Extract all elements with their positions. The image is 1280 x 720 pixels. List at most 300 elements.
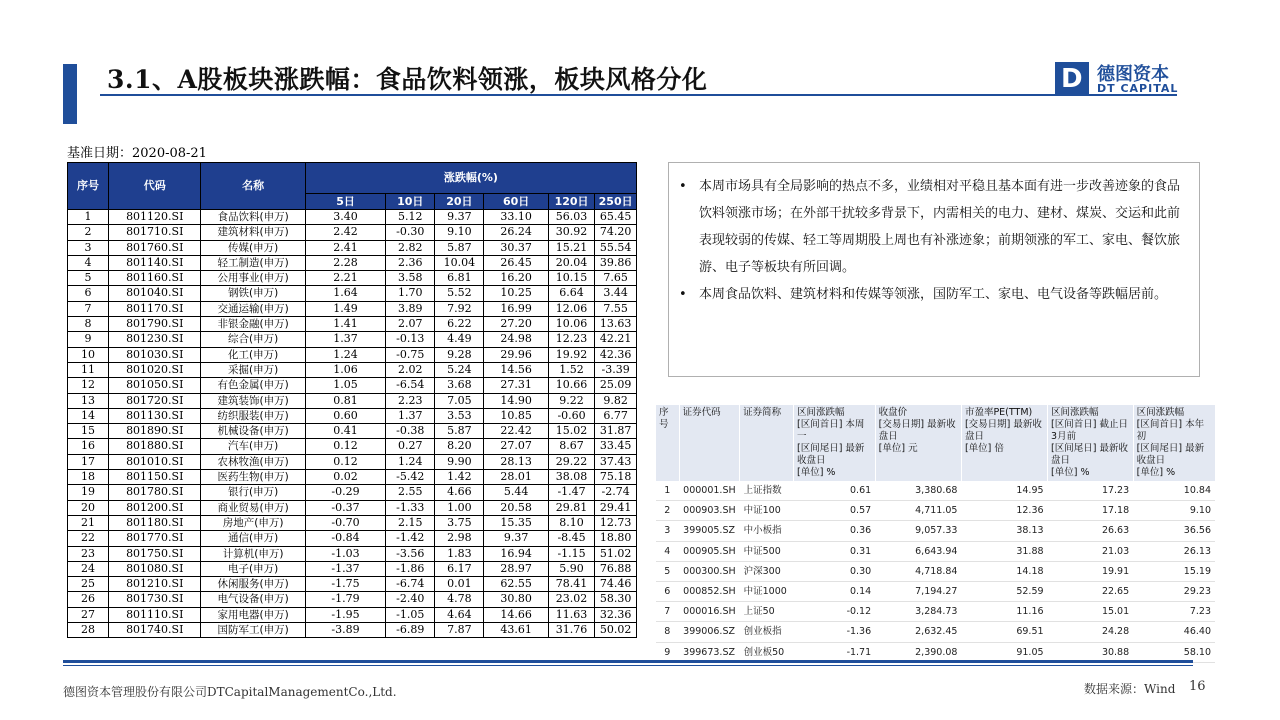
cell-name: 家用电器(申万)	[201, 607, 305, 622]
cell-seq: 16	[68, 439, 109, 454]
cell-10d: -5.42	[386, 470, 435, 485]
cell-seq: 20	[68, 500, 109, 515]
cell-60d: 15.35	[484, 515, 548, 530]
cell-name: 银行(申万)	[201, 485, 305, 500]
cell-250d: 18.80	[595, 531, 637, 546]
cell-pe: 38.13	[961, 521, 1047, 541]
index-header-code: 证券代码	[679, 405, 739, 481]
cell-60d: 29.96	[484, 347, 548, 362]
commentary-text: 本周食品饮料、建筑材料和传媒等领涨，国防军工、家电、电气设备等跌幅居前。	[699, 287, 1168, 302]
table-row	[68, 255, 637, 270]
cell-250d: 65.45	[595, 210, 637, 225]
table-row	[68, 561, 637, 576]
cell-code: 000905.SH	[679, 541, 739, 561]
logo-mark-letter: D	[1061, 64, 1083, 94]
cell-ytd-change: 7.23	[1133, 602, 1215, 622]
cell-250d: 37.43	[595, 454, 637, 469]
cell-20d: 4.66	[435, 485, 484, 500]
header-120d: 120日	[548, 194, 594, 210]
cell-60d: 5.44	[484, 485, 548, 500]
cell-pe: 52.59	[961, 582, 1047, 602]
table-row	[656, 561, 1216, 581]
table-row	[68, 393, 637, 408]
table-row	[68, 301, 637, 316]
table-row	[68, 607, 637, 622]
cell-10d: 5.12	[386, 210, 435, 225]
cell-code: 801760.SI	[109, 240, 201, 255]
cell-120d: 5.90	[548, 561, 594, 576]
title-underline	[100, 94, 1177, 96]
cell-name: 电子(申万)	[201, 561, 305, 576]
cell-close: 4,711.05	[875, 501, 961, 521]
footer-rule-thin	[63, 665, 1193, 666]
cell-5d: 2.21	[305, 271, 385, 286]
cell-120d: -1.47	[548, 485, 594, 500]
cell-60d: 26.45	[484, 255, 548, 270]
cell-code: 801740.SI	[109, 623, 201, 638]
title-accent-bar	[63, 64, 77, 124]
cell-250d: 13.63	[595, 317, 637, 332]
cell-seq: 25	[68, 577, 109, 592]
cell-week-change: -1.71	[793, 642, 875, 662]
cell-name: 采掘(申万)	[201, 362, 305, 377]
index-header-3m-change: 区间涨跌幅 [区间首日] 截止日3月前 [区间尾日] 最新收盘日 [单位] %	[1048, 405, 1134, 481]
cell-code: 801120.SI	[109, 210, 201, 225]
cell-60d: 28.13	[484, 454, 548, 469]
cell-ytd-change: 15.19	[1133, 561, 1215, 581]
cell-5d: -1.95	[305, 607, 385, 622]
cell-120d: 8.10	[548, 515, 594, 530]
cell-code: 801140.SI	[109, 255, 201, 270]
cell-20d: 9.90	[435, 454, 484, 469]
cell-60d: 16.94	[484, 546, 548, 561]
cell-code: 801710.SI	[109, 225, 201, 240]
cell-pe: 31.88	[961, 541, 1047, 561]
cell-20d: 6.22	[435, 317, 484, 332]
cell-seq: 1	[68, 210, 109, 225]
cell-code: 801200.SI	[109, 500, 201, 515]
cell-code: 801050.SI	[109, 378, 201, 393]
base-date-label: 基准日期：2020-08-21	[67, 146, 207, 161]
cell-seq: 5	[656, 561, 680, 581]
cell-10d: -1.33	[386, 500, 435, 515]
cell-code: 000001.SH	[679, 481, 739, 501]
cell-120d: 38.08	[548, 470, 594, 485]
cell-120d: 78.41	[548, 577, 594, 592]
cell-60d: 14.56	[484, 362, 548, 377]
cell-120d: 19.92	[548, 347, 594, 362]
cell-120d: 11.63	[548, 607, 594, 622]
cell-seq: 8	[68, 317, 109, 332]
cell-code: 801730.SI	[109, 592, 201, 607]
cell-60d: 62.55	[484, 577, 548, 592]
cell-20d: 9.37	[435, 210, 484, 225]
table-row	[68, 515, 637, 530]
cell-10d: 3.58	[386, 271, 435, 286]
cell-pe: 14.95	[961, 481, 1047, 501]
cell-ytd-change: 26.13	[1133, 541, 1215, 561]
cell-120d: 10.66	[548, 378, 594, 393]
cell-20d: 4.49	[435, 332, 484, 347]
cell-10d: -1.86	[386, 561, 435, 576]
cell-5d: -1.79	[305, 592, 385, 607]
cell-3m-change: 24.28	[1048, 622, 1134, 642]
cell-3m-change: 30.88	[1048, 642, 1134, 662]
table-row	[68, 592, 637, 607]
cell-20d: 7.05	[435, 393, 484, 408]
cell-60d: 16.99	[484, 301, 548, 316]
bullet-icon: •	[679, 287, 687, 302]
cell-seq: 19	[68, 485, 109, 500]
cell-code: 000300.SH	[679, 561, 739, 581]
cell-5d: 2.28	[305, 255, 385, 270]
cell-5d: 0.12	[305, 439, 385, 454]
cell-5d: 2.41	[305, 240, 385, 255]
cell-seq: 22	[68, 531, 109, 546]
table-row	[68, 408, 637, 423]
cell-seq: 18	[68, 470, 109, 485]
cell-60d: 43.61	[484, 623, 548, 638]
cell-name: 轻工制造(申万)	[201, 255, 305, 270]
commentary-item	[679, 281, 1181, 308]
cell-pe: 11.16	[961, 602, 1047, 622]
cell-250d: 29.41	[595, 500, 637, 515]
cell-code: 801080.SI	[109, 561, 201, 576]
cell-60d: 24.98	[484, 332, 548, 347]
table-row	[656, 521, 1216, 541]
cell-code: 801750.SI	[109, 546, 201, 561]
cell-seq: 1	[656, 481, 680, 501]
cell-name: 中小板指	[740, 521, 794, 541]
cell-seq: 3	[68, 240, 109, 255]
cell-120d: 30.92	[548, 225, 594, 240]
cell-code: 801010.SI	[109, 454, 201, 469]
index-header-seq: 序号	[656, 405, 680, 481]
cell-name: 电气设备(申万)	[201, 592, 305, 607]
table-row	[68, 225, 637, 240]
cell-code: 399006.SZ	[679, 622, 739, 642]
cell-20d: 5.52	[435, 286, 484, 301]
cell-name: 纺织服装(申万)	[201, 408, 305, 423]
cell-250d: 9.82	[595, 393, 637, 408]
cell-name: 商业贸易(申万)	[201, 500, 305, 515]
cell-week-change: 0.36	[793, 521, 875, 541]
cell-250d: 74.20	[595, 225, 637, 240]
cell-60d: 26.24	[484, 225, 548, 240]
cell-20d: 9.10	[435, 225, 484, 240]
cell-5d: 1.41	[305, 317, 385, 332]
cell-60d: 28.97	[484, 561, 548, 576]
cell-10d: 2.02	[386, 362, 435, 377]
cell-120d: 12.06	[548, 301, 594, 316]
cell-5d: 0.41	[305, 424, 385, 439]
cell-seq: 7	[656, 602, 680, 622]
cell-seq: 5	[68, 271, 109, 286]
cell-250d: 7.65	[595, 271, 637, 286]
cell-5d: -1.37	[305, 561, 385, 576]
table-row	[68, 378, 637, 393]
cell-week-change: 0.57	[793, 501, 875, 521]
cell-seq: 24	[68, 561, 109, 576]
cell-20d: 4.64	[435, 607, 484, 622]
cell-20d: 7.92	[435, 301, 484, 316]
cell-name: 公用事业(申万)	[201, 271, 305, 286]
logo-english-name: DT CAPITAL	[1097, 82, 1179, 95]
cell-code: 801150.SI	[109, 470, 201, 485]
cell-250d: -3.39	[595, 362, 637, 377]
cell-code: 000016.SH	[679, 602, 739, 622]
page-number: 16	[1189, 679, 1206, 694]
cell-120d: 29.81	[548, 500, 594, 515]
table-row	[68, 210, 637, 225]
cell-ytd-change: 10.84	[1133, 481, 1215, 501]
cell-250d: 76.88	[595, 561, 637, 576]
cell-5d: -3.89	[305, 623, 385, 638]
cell-name: 中证100	[740, 501, 794, 521]
cell-close: 6,643.94	[875, 541, 961, 561]
cell-seq: 11	[68, 362, 109, 377]
cell-name: 机械设备(申万)	[201, 424, 305, 439]
cell-250d: 51.02	[595, 546, 637, 561]
cell-code: 801210.SI	[109, 577, 201, 592]
cell-5d: 0.81	[305, 393, 385, 408]
cell-name: 食品饮料(申万)	[201, 210, 305, 225]
cell-code: 801770.SI	[109, 531, 201, 546]
cell-5d: 2.42	[305, 225, 385, 240]
page-title: 3.1、A股板块涨跌幅：食品饮料领涨，板块风格分化	[107, 65, 708, 94]
table-row	[68, 362, 637, 377]
logo-mark-icon	[1055, 62, 1089, 96]
cell-week-change: -1.36	[793, 622, 875, 642]
cell-seq: 28	[68, 623, 109, 638]
cell-250d: 31.87	[595, 424, 637, 439]
sector-change-table	[67, 162, 637, 638]
cell-seq: 6	[68, 286, 109, 301]
footer-company: 德图资本管理股份有限公司DTCapitalManagementCo.,Ltd.	[63, 685, 397, 699]
cell-name: 建筑材料(申万)	[201, 225, 305, 240]
cell-name: 创业板指	[740, 622, 794, 642]
cell-250d: 75.18	[595, 470, 637, 485]
index-header-pe: 市盈率PE(TTM) [交易日期] 最新收盘日 [单位] 倍	[961, 405, 1047, 481]
cell-3m-change: 26.63	[1048, 521, 1134, 541]
cell-250d: 25.09	[595, 378, 637, 393]
cell-60d: 14.66	[484, 607, 548, 622]
cell-250d: 33.45	[595, 439, 637, 454]
commentary-box	[668, 162, 1200, 377]
cell-20d: 5.24	[435, 362, 484, 377]
table-row	[68, 424, 637, 439]
header-code: 代码	[109, 163, 201, 210]
index-header-name: 证券简称	[740, 405, 794, 481]
cell-250d: 6.77	[595, 408, 637, 423]
cell-10d: -0.30	[386, 225, 435, 240]
cell-10d: 1.70	[386, 286, 435, 301]
cell-3m-change: 15.01	[1048, 602, 1134, 622]
cell-seq: 21	[68, 515, 109, 530]
cell-name: 有色金属(申万)	[201, 378, 305, 393]
cell-5d: 1.06	[305, 362, 385, 377]
cell-20d: 6.17	[435, 561, 484, 576]
footer-rule-thick	[63, 660, 1193, 663]
table-row	[68, 439, 637, 454]
cell-120d: 1.52	[548, 362, 594, 377]
cell-20d: 2.98	[435, 531, 484, 546]
cell-20d: 1.00	[435, 500, 484, 515]
cell-week-change: 0.14	[793, 582, 875, 602]
cell-250d: 58.30	[595, 592, 637, 607]
cell-name: 传媒(申万)	[201, 240, 305, 255]
table-row	[656, 582, 1216, 602]
cell-10d: 2.55	[386, 485, 435, 500]
cell-60d: 10.85	[484, 408, 548, 423]
cell-20d: 3.68	[435, 378, 484, 393]
cell-name: 创业板50	[740, 642, 794, 662]
cell-week-change: -0.12	[793, 602, 875, 622]
index-header-close: 收盘价 [交易日期] 最新收盘日 [单位] 元	[875, 405, 961, 481]
cell-name: 上证指数	[740, 481, 794, 501]
cell-name: 休闲服务(申万)	[201, 577, 305, 592]
cell-20d: 10.04	[435, 255, 484, 270]
table-row	[656, 481, 1216, 501]
table-row	[68, 531, 637, 546]
cell-5d: -0.37	[305, 500, 385, 515]
cell-10d: 2.36	[386, 255, 435, 270]
cell-3m-change: 17.18	[1048, 501, 1134, 521]
table-row	[68, 546, 637, 561]
index-header-ytd-change: 区间涨跌幅 [区间首日] 本年初 [区间尾日] 最新收盘日 [单位] %	[1133, 405, 1215, 481]
cell-20d: 3.53	[435, 408, 484, 423]
logo-chinese-name: 德图资本	[1097, 64, 1169, 85]
table-row	[656, 602, 1216, 622]
header-change-group: 涨跌幅(%)	[305, 163, 636, 194]
cell-code: 801110.SI	[109, 607, 201, 622]
cell-code: 801130.SI	[109, 408, 201, 423]
cell-120d: 29.22	[548, 454, 594, 469]
cell-code: 801020.SI	[109, 362, 201, 377]
cell-250d: 7.55	[595, 301, 637, 316]
cell-120d: 15.02	[548, 424, 594, 439]
cell-5d: 3.40	[305, 210, 385, 225]
cell-name: 化工(申万)	[201, 347, 305, 362]
cell-name: 建筑装饰(申万)	[201, 393, 305, 408]
cell-10d: -0.75	[386, 347, 435, 362]
cell-250d: 3.44	[595, 286, 637, 301]
cell-close: 2,390.08	[875, 642, 961, 662]
table-row	[68, 485, 637, 500]
cell-5d: 0.12	[305, 454, 385, 469]
header-20d: 20日	[435, 194, 484, 210]
cell-10d: -0.13	[386, 332, 435, 347]
cell-seq: 15	[68, 424, 109, 439]
cell-10d: -6.89	[386, 623, 435, 638]
cell-60d: 10.25	[484, 286, 548, 301]
cell-5d: -1.75	[305, 577, 385, 592]
cell-name: 交通运输(申万)	[201, 301, 305, 316]
cell-60d: 27.07	[484, 439, 548, 454]
cell-name: 医药生物(申万)	[201, 470, 305, 485]
commentary-list	[669, 163, 1199, 308]
cell-name: 农林牧渔(申万)	[201, 454, 305, 469]
cell-seq: 2	[68, 225, 109, 240]
cell-60d: 14.90	[484, 393, 548, 408]
cell-20d: 7.87	[435, 623, 484, 638]
cell-120d: 15.21	[548, 240, 594, 255]
cell-pe: 12.36	[961, 501, 1047, 521]
cell-60d: 16.20	[484, 271, 548, 286]
table-row	[68, 332, 637, 347]
cell-code: 801160.SI	[109, 271, 201, 286]
cell-120d: 56.03	[548, 210, 594, 225]
cell-3m-change: 21.03	[1048, 541, 1134, 561]
cell-seq: 9	[68, 332, 109, 347]
cell-10d: -6.74	[386, 577, 435, 592]
cell-20d: 1.42	[435, 470, 484, 485]
table-row	[68, 286, 637, 301]
index-table-body	[656, 481, 1216, 662]
commentary-item	[679, 173, 1181, 281]
cell-10d: 2.15	[386, 515, 435, 530]
footer-source: 数据来源：Wind	[1084, 682, 1176, 696]
cell-120d: -0.60	[548, 408, 594, 423]
cell-code: 801030.SI	[109, 347, 201, 362]
table-row	[68, 454, 637, 469]
table-row	[656, 622, 1216, 642]
cell-3m-change: 22.65	[1048, 582, 1134, 602]
cell-120d: 12.23	[548, 332, 594, 347]
cell-seq: 17	[68, 454, 109, 469]
cell-3m-change: 17.23	[1048, 481, 1134, 501]
cell-seq: 27	[68, 607, 109, 622]
header-60d: 60日	[484, 194, 548, 210]
cell-120d: 31.76	[548, 623, 594, 638]
cell-seq: 6	[656, 582, 680, 602]
cell-60d: 28.01	[484, 470, 548, 485]
header-5d: 5日	[305, 194, 385, 210]
table-row	[68, 317, 637, 332]
dt-capital-logo	[1055, 62, 1180, 96]
cell-seq: 3	[656, 521, 680, 541]
cell-10d: 2.23	[386, 393, 435, 408]
cell-10d: -0.38	[386, 424, 435, 439]
cell-code: 801890.SI	[109, 424, 201, 439]
cell-ytd-change: 58.10	[1133, 642, 1215, 662]
cell-code: 399673.SZ	[679, 642, 739, 662]
table-row	[68, 577, 637, 592]
table-row	[656, 501, 1216, 521]
cell-5d: -0.84	[305, 531, 385, 546]
cell-250d: 55.54	[595, 240, 637, 255]
cell-10d: 3.89	[386, 301, 435, 316]
index-header-week-change: 区间涨跌幅 [区间首日] 本周一 [区间尾日] 最新收盘日 [单位] %	[793, 405, 875, 481]
cell-10d: 2.07	[386, 317, 435, 332]
cell-close: 3,380.68	[875, 481, 961, 501]
cell-20d: 8.20	[435, 439, 484, 454]
table-row	[68, 240, 637, 255]
cell-name: 中证1000	[740, 582, 794, 602]
cell-20d: 1.83	[435, 546, 484, 561]
cell-ytd-change: 46.40	[1133, 622, 1215, 642]
cell-120d: 10.15	[548, 271, 594, 286]
cell-pe: 14.18	[961, 561, 1047, 581]
index-table	[655, 405, 1215, 663]
cell-250d: 12.73	[595, 515, 637, 530]
cell-name: 汽车(申万)	[201, 439, 305, 454]
header-250d: 250日	[595, 194, 637, 210]
cell-20d: 3.75	[435, 515, 484, 530]
cell-name: 沪深300	[740, 561, 794, 581]
cell-code: 000852.SH	[679, 582, 739, 602]
cell-seq: 12	[68, 378, 109, 393]
